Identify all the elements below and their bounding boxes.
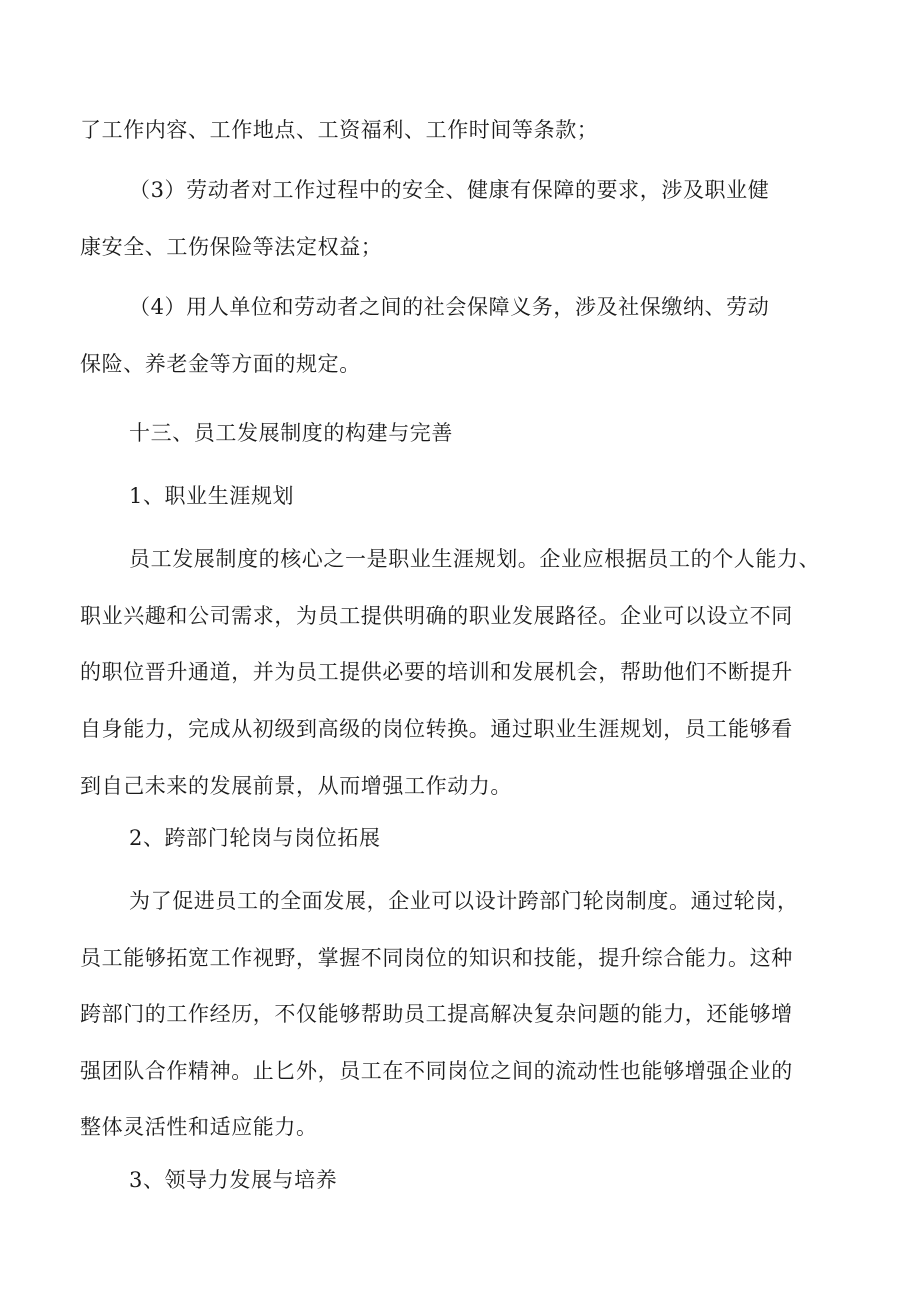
career-paragraph-line-2: 职业兴趣和公司需求，为员工提供明确的职业发展路径。企业可以设立不同	[80, 604, 793, 628]
paragraph-continuation-line: 了工作内容、工作地点、工资福利、工作时间等条款；	[80, 118, 599, 142]
list-item-4-line-1: （4）用人单位和劳动者之间的社会保障义务，涉及社保缴纳、劳动	[129, 295, 770, 319]
section-heading-13: 十三、员工发展制度的构建与完善	[129, 421, 453, 445]
list-item-4-line-2: 保险、养老金等方面的规定。	[80, 352, 361, 376]
career-paragraph-line-5: 到自己未来的发展前景，从而增强工作动力。	[80, 774, 512, 798]
rotation-paragraph-line-4: 强团队合作精神。止匕外，员工在不同岗位之间的流动性也能够增强企业的	[80, 1059, 793, 1083]
list-item-3-line-2: 康安全、工伤保险等法定权益；	[80, 235, 383, 259]
subheading-career-planning: 1、职业生涯规划	[129, 484, 295, 508]
rotation-paragraph-line-5: 整体灵活性和适应能力。	[80, 1115, 318, 1139]
list-item-3-line-1: （3）劳动者对工作过程中的安全、健康有保障的要求，涉及职业健	[129, 178, 770, 202]
subheading-job-rotation: 2、跨部门轮岗与岗位拓展	[129, 826, 381, 850]
rotation-paragraph-line-2: 员工能够拓宽工作视野，掌握不同岗位的知识和技能，提升综合能力。这种	[80, 946, 793, 970]
career-paragraph-line-4: 自身能力，完成从初级到高级的岗位转换。通过职业生涯规划，员工能够看	[80, 717, 793, 741]
subheading-leadership: 3、领导力发展与培养	[129, 1168, 338, 1192]
rotation-paragraph-line-1: 为了促进员工的全面发展，企业可以设计跨部门轮岗制度。通过轮岗，	[129, 889, 799, 913]
career-paragraph-line-3: 的职位晋升通道，并为员工提供必要的培训和发展机会，帮助他们不断提升	[80, 660, 793, 684]
career-paragraph-line-1: 员工发展制度的核心之一是职业生涯规划。企业应根据员工的个人能力、	[129, 547, 821, 571]
rotation-paragraph-line-3: 跨部门的工作经历，不仅能够帮助员工提高解决复杂问题的能力，还能够增	[80, 1002, 793, 1026]
